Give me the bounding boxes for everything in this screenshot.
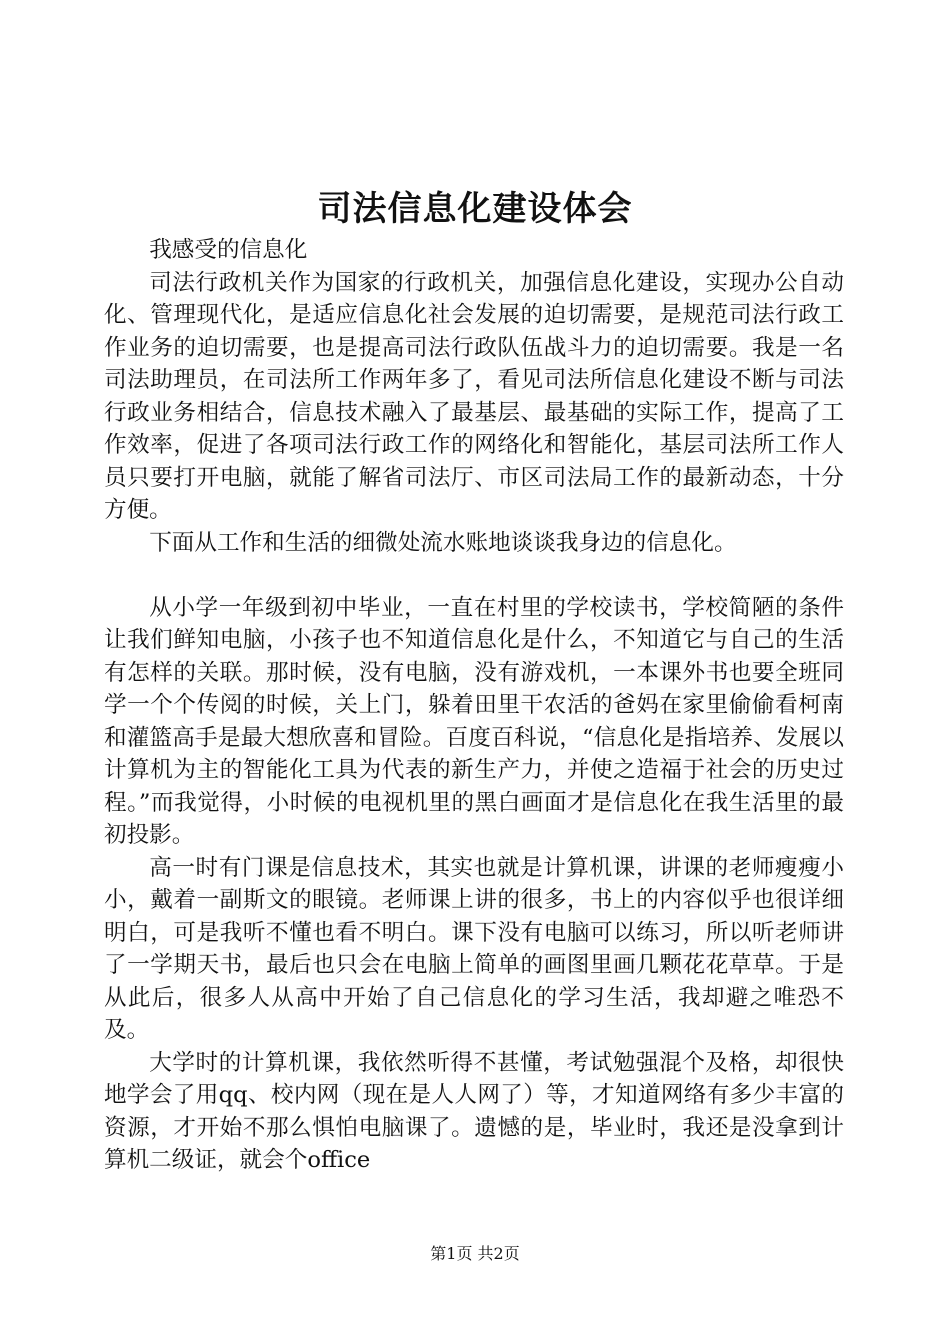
paragraph: 大学时的计算机课，我依然听得不甚懂，考试勉强混个及格，却很快地学会了用qq、校内网（现在是人人网了）等，才知道网络有多少丰富的资源，才开始不那么惧怕电脑课了。遗憾的是，毕业时，我还是没拿到计算机二级证，就会个office xyxy=(104,1049,844,1173)
paragraph: 从小学一年级到初中毕业，一直在村里的学校读书，学校简陋的条件让我们鲜知电脑，小孩子也不知道信息化是什么，不知道它与自己的生活有怎样的关联。那时候，没有电脑，没有游戏机，一本课外书也要全班同学一个个传阅的时候，关上门，躲着田里干农活的爸妈在家里偷偷看柯南和灌篮高手是最大想欣喜和冒险。百度百科说，“信息化是指培养、发展以计算机为主的智能化工具为代表的新生产力，并使之造福于社会的历史过程。”而我觉得，小时候的电视机里的黑白画面才是信息化在我生活里的最初投影。 xyxy=(104,594,844,848)
document-body xyxy=(104,234,844,1177)
page-number-footer: 第1页 共2页 xyxy=(430,1244,520,1263)
paragraph: 高一时有门课是信息技术，其实也就是计算机课，讲课的老师瘦瘦小小，戴着一副斯文的眼镜。老师课上讲的很多，书上的内容似乎也很详细明白，可是我听不懂也看不明白。课下没有电脑可以练习，所以听老师讲了一学期天书，最后也只会在电脑上简单的画图里画几颗花花草草。于是从此后，很多人从高中开始了自己信息化的学习生活，我却避之唯恐不及。 xyxy=(104,854,844,1043)
paragraph-spacer xyxy=(104,559,844,592)
paragraph: 司法行政机关作为国家的行政机关，加强信息化建设，实现办公自动化、管理现代化，是适应信息化社会发展的迫切需要，是规范司法行政工作业务的迫切需要，也是提高司法行政队伍战斗力的迫切需要。我是一名司法助理员，在司法所工作两年多了，看见司法所信息化建设不断与司法行政业务相结合，信息技术融入了最基层、最基础的实际工作，提高了工作效率，促进了各项司法行政工作的网络化和智能化，基层司法所工作人员只要打开电脑，就能了解省司法厅、市区司法局工作的最新动态，十分方便。 xyxy=(104,269,844,523)
document-title: 司法信息化建设体会 xyxy=(317,189,633,229)
paragraph: 下面从工作和生活的细微处流水账地谈谈我身边的信息化。 xyxy=(149,529,737,556)
paragraph-subtitle: 我感受的信息化 xyxy=(149,237,308,263)
